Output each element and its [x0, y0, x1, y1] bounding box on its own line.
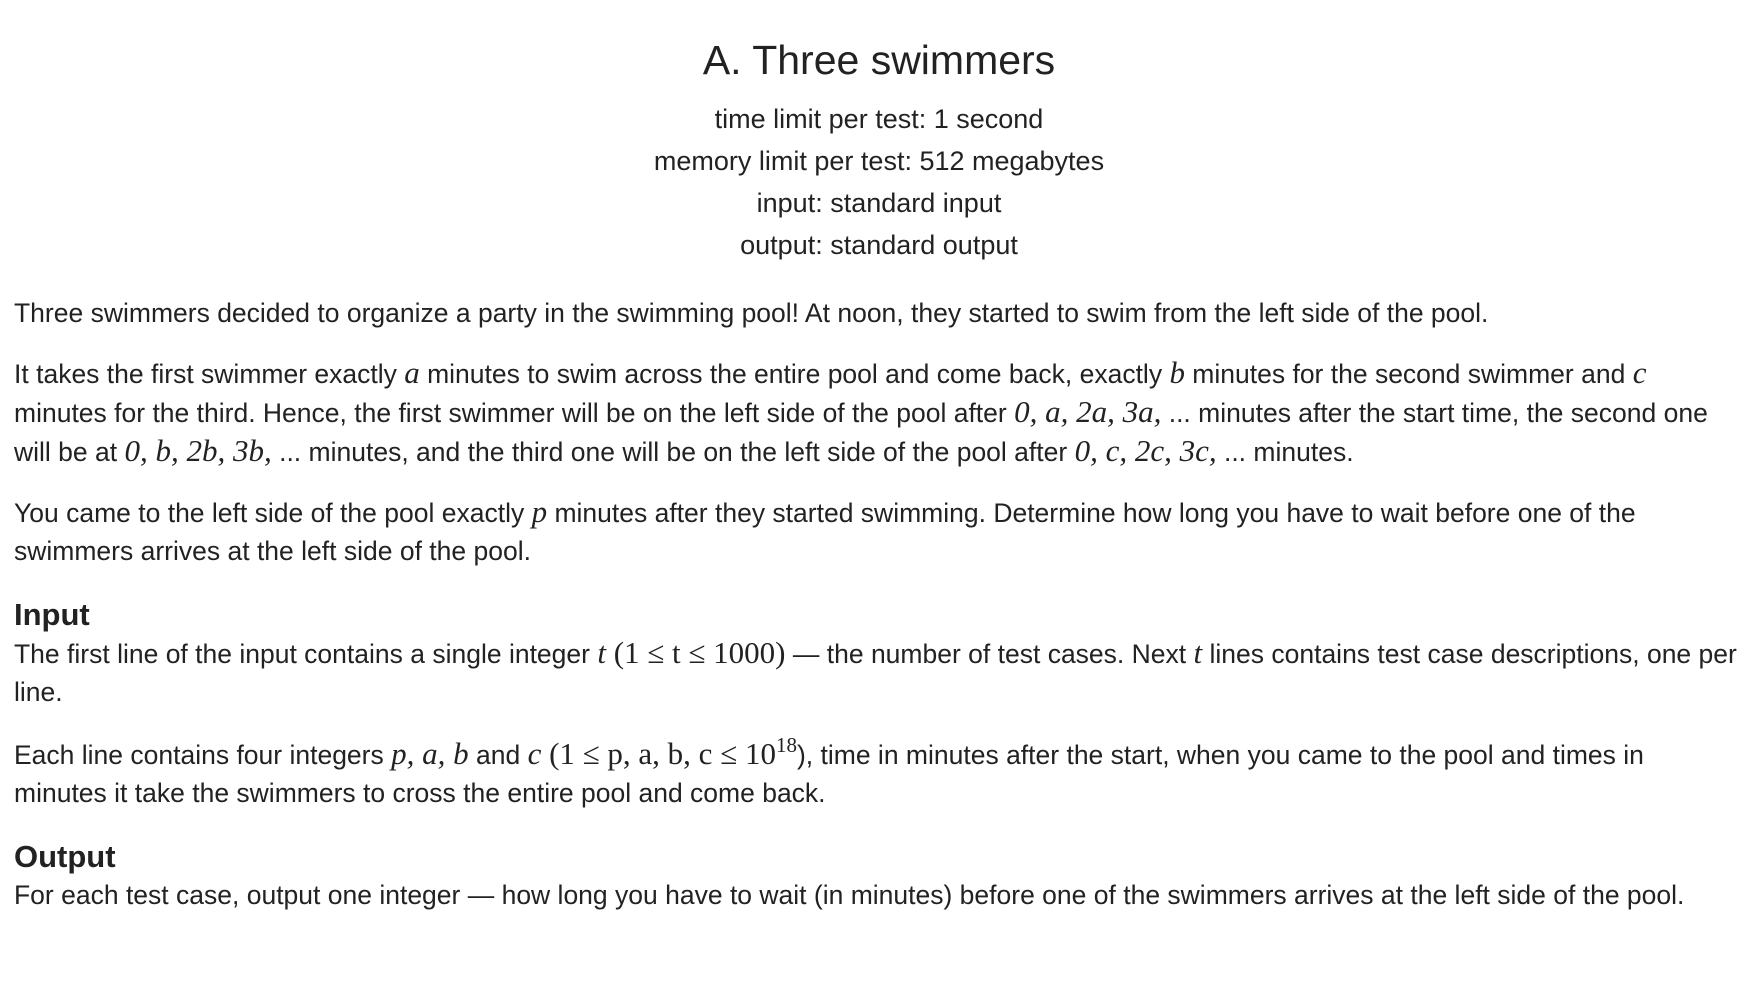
- math-var-c: c: [1632, 355, 1647, 390]
- statement-paragraph-3: [14, 493, 1744, 570]
- text-span: ... minutes.: [1216, 437, 1354, 467]
- math-var-t: t: [1193, 635, 1203, 670]
- problem-title: A. Three swimmers: [702, 37, 1056, 83]
- text-span: minutes for the third. Hence, the first swimmer will be on the left side of the pool after: [14, 398, 1015, 428]
- math-constraint-params: (1 ≤ p, a, b, c ≤ 10: [541, 736, 776, 771]
- input-paragraph-1: [14, 634, 1744, 711]
- text-span: The first line of the input contains a single integer: [14, 639, 598, 669]
- math-seq-a: 0, a, 2a, 3a,: [1014, 394, 1162, 429]
- text-span: ), time in minutes after the start, when you came to the pool and times in minutes it take the swimmers to cross the entire pool and come back.: [14, 740, 1644, 808]
- input-section-title: Input: [14, 597, 90, 632]
- text-span: Each line contains four integers: [14, 740, 392, 770]
- math-var-b: b: [1169, 355, 1185, 390]
- problem-header: [14, 0, 1744, 266]
- output-section-title: Output: [14, 839, 116, 874]
- text-span: minutes for the second swimmer and: [1184, 359, 1633, 389]
- math-var-a: a: [404, 355, 420, 390]
- text-span: and: [468, 740, 528, 770]
- text-span: — the number of test cases. Next: [785, 639, 1194, 669]
- text-span: lines contains test case descriptions, one per line.: [14, 639, 1737, 707]
- math-seq-b: 0, b, 2b, 3b,: [124, 433, 272, 468]
- text-span: You came to the left side of the pool exactly: [14, 498, 532, 528]
- time-limit: time limit per test: 1 second: [714, 104, 1044, 134]
- math-constraint-t: (1 ≤ t ≤ 1000): [605, 635, 786, 670]
- output-section: [14, 838, 1744, 914]
- input-paragraph-2: [14, 735, 1744, 812]
- math-seq-c: 0, c, 2c, 3c,: [1074, 433, 1217, 468]
- output-paragraph-1: For each test case, output one integer — how long you have to wait (in minutes) before one of the swimmers arrives at the left side of the pool.: [14, 880, 1685, 910]
- math-vars-pab: p, a, b: [391, 736, 469, 771]
- text-span: minutes after they started swimming. Determine how long you have to wait before one of the swimmers arrives at the left side of the pool.: [14, 498, 1636, 566]
- statement-paragraph-1: Three swimmers decided to organize a party in the swimming pool! At noon, they started to swim from the left side of the pool.: [14, 298, 1489, 328]
- math-var-p: p: [531, 494, 548, 529]
- problem-statement: [14, 294, 1744, 570]
- text-span: ... minutes, and the third one will be on the left side of the pool after: [271, 437, 1075, 467]
- text-span: ... minutes after the start time, the second one will be at: [14, 398, 1708, 467]
- math-var-t: t: [597, 635, 606, 670]
- input-section: [14, 596, 1744, 812]
- math-exponent: 18: [775, 733, 797, 757]
- math-var-c: c: [527, 736, 542, 771]
- memory-limit: memory limit per test: 512 megabytes: [653, 146, 1105, 176]
- input-spec: input: standard input: [756, 188, 1002, 218]
- text-span: minutes to swim across the entire pool and come back, exactly: [419, 359, 1170, 389]
- text-span: It takes the first swimmer exactly: [14, 359, 405, 389]
- statement-paragraph-2: [14, 354, 1744, 471]
- output-spec: output: standard output: [740, 230, 1018, 260]
